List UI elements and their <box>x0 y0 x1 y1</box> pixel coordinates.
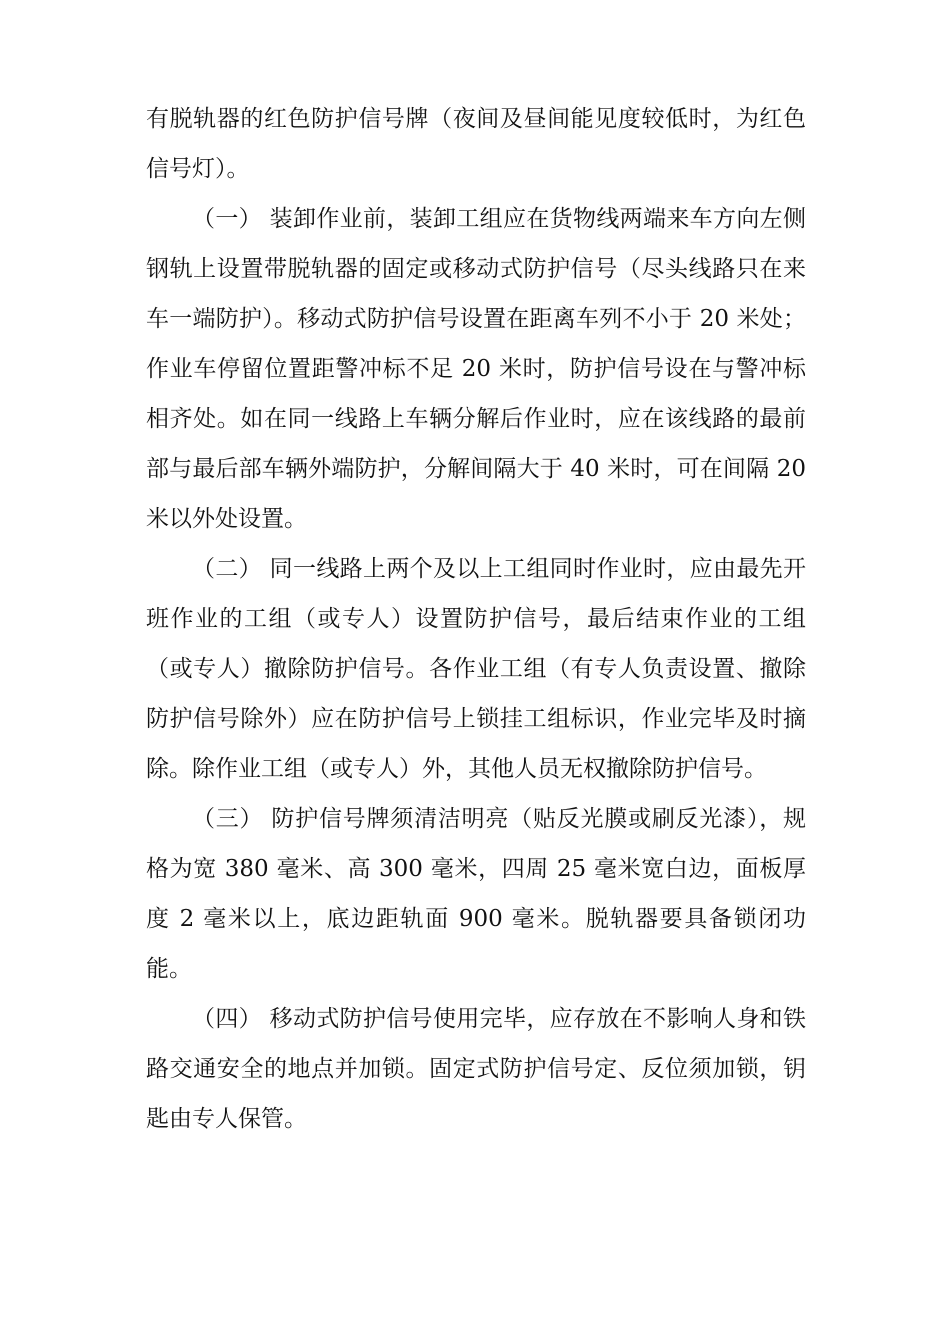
paragraph-item-2: （二） 同一线路上两个及以上工组同时作业时，应由最先开班作业的工组（或专人）设置防护信号，最后结束作业的工组（或专人）撤除防护信号。各作业工组（有专人负责设置、撤除防护信号除外）应在防护信号上锁挂工组标识，作业完毕及时摘除。除作业工组（或专人）外，其他人员无权撤除防护信号。 <box>146 556 806 782</box>
paragraph-continuation: 有脱轨器的红色防护信号牌（夜间及昼间能见度较低时，为红色信号灯）。 <box>146 106 806 182</box>
paragraph-item-4: （四） 移动式防护信号使用完毕，应存放在不影响人身和铁路交通安全的地点并加锁。固定式防护信号定、反位须加锁，钥匙由专人保管。 <box>146 1006 806 1132</box>
paragraph-item-3: （三） 防护信号牌须清洁明亮（贴反光膜或刷反光漆），规格为宽 380 毫米、高 300 毫米，四周 25 毫米宽白边，面板厚度 2 毫米以上，底边距轨面 900 毫米。脱轨器要具备锁闭功能。 <box>146 806 806 982</box>
document-body <box>146 94 806 1144</box>
paragraph-item-1: （一） 装卸作业前，装卸工组应在货物线两端来车方向左侧钢轨上设置带脱轨器的固定或移动式防护信号（尽头线路只在来车一端防护）。移动式防护信号设置在距离车列不小于 20 米处；作业车停留位置距警冲标不足 20 米时，防护信号设在与警冲标相齐处。如在同一线路上车辆分解后作业时，应在该线路的最前部与最后部车辆外端防护，分解间隔大于 40 米时，可在间隔 20 米以外处设置。 <box>146 206 806 532</box>
